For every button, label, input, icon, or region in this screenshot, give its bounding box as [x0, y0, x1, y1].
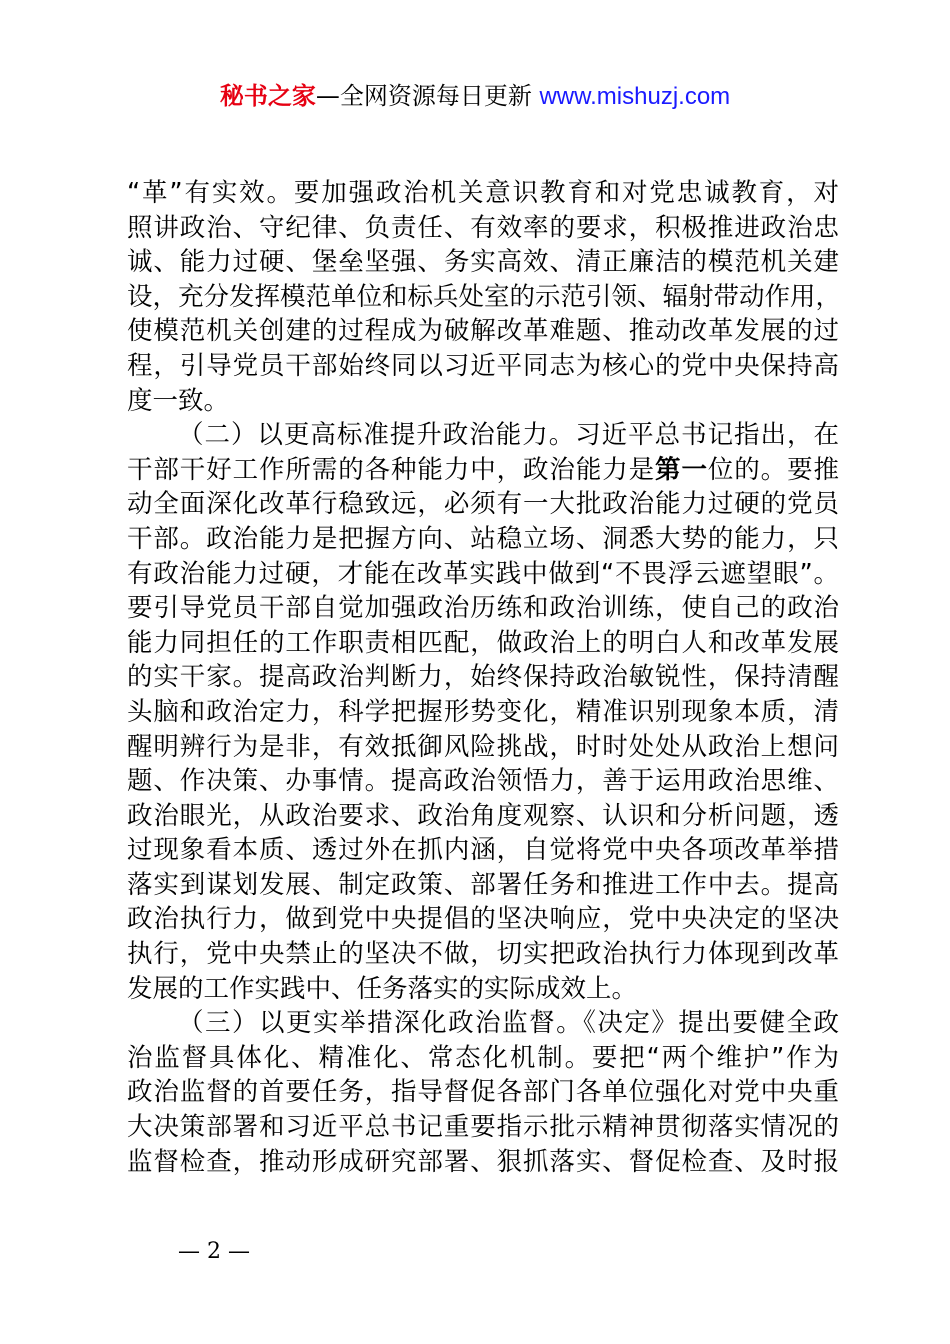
text-line: 醒明辨行为是非，有效抵御风险挑战，时时处处从政治上想问 [127, 731, 839, 762]
text-line: 头脑和政治定力，科学把握形势变化，精准识别现象本质，清 [127, 696, 839, 727]
text-line: 设，充分发挥模范单位和标兵处室的示范引领、辐射带动作用， [127, 281, 842, 312]
text-line: 发展的工作实践中、任务落实的实际成效上。 [127, 973, 638, 1004]
text-line: 有政治能力过硬，才能在改革实践中做到“不畏浮云遮望眼”。 [127, 558, 839, 589]
section-heading-line: （三）以更实举措深化政治监督。《决定》提出要健全政 [178, 1008, 839, 1039]
text-line: 的实干家。提高政治判断力，始终保持政治敏锐性，保持清醒 [127, 662, 839, 693]
text-line: 程，引导党员干部始终同以习近平同志为核心的党中央保持高 [127, 350, 839, 381]
text-line: 政治执行力，做到党中央提倡的坚决响应，党中央决定的坚决 [127, 904, 839, 935]
page-number: — 2 — [178, 1239, 250, 1264]
text-segment: 干部干好工作所需的各种能力中，政治能力是 [127, 454, 656, 485]
text-line: 能力同担任的工作职责相匹配，做政治上的明白人和改革发展 [127, 627, 839, 658]
text-line: 要引导党员干部自觉加强政治历练和政治训练，使自己的政治 [127, 593, 839, 624]
text-line: 治监督具体化、精准化、常态化机制。要把“两个维护”作为 [127, 1042, 839, 1073]
brand-name: 秘书之家 [219, 82, 316, 110]
text-line: 干部。政治能力是把握方向、站稳立场、洞悉大势的能力，只 [127, 523, 839, 554]
text-line: 照讲政治、守纪律、负责任、有效率的要求，积极推进政治忠 [127, 212, 839, 243]
text-line: 政治监督的首要任务，指导督促各部门各单位强化对党中央重 [127, 1077, 839, 1108]
text-line: 过现象看本质、透过外在抓内涵，自觉将党中央各项改革举措 [127, 835, 839, 866]
site-url[interactable]: www.mishuzj.com [539, 83, 731, 110]
site-header [0, 80, 950, 113]
text-line: 使模范机关创建的过程成为破解改革难题、推动改革发展的过 [127, 316, 839, 347]
text-line: 动全面深化改革行稳致远，必须有一大批政治能力过硬的党员 [127, 489, 839, 520]
text-line: 题、作决策、办事情。提高政治领悟力，善于运用政治思维、 [127, 766, 839, 797]
text-line: “革”有实效。要加强政治机关意识教育和对党忠诚教育，对 [127, 178, 839, 208]
section-heading-line: （二）以更高标准提升政治能力。习近平总书记指出，在 [178, 420, 839, 451]
text-line: 诚、能力过硬、堡垒坚强、务实高效、清正廉洁的模范机关建 [127, 247, 839, 278]
document-body [127, 176, 842, 1179]
text-segment: 位的。要推 [707, 454, 839, 485]
text-line: 监督检查，推动形成研究部署、狠抓落实、督促检查、及时报 [127, 1146, 839, 1177]
bold-word: 第一 [655, 454, 708, 485]
text-line: 落实到谋划发展、制定政策、部署任务和推进工作中去。提高 [127, 869, 839, 900]
text-line: 执行，党中央禁止的坚决不做，切实把政治执行力体现到改革 [127, 939, 839, 970]
text-line: 大决策部署和习近平总书记重要指示批示精神贯彻落实情况的 [127, 1112, 839, 1143]
text-line-with-bold [127, 453, 839, 488]
text-line: 度一致。 [127, 385, 230, 416]
header-tagline: —全网资源每日更新 [315, 82, 540, 110]
text-line: 政治眼光，从政治要求、政治角度观察、认识和分析问题，透 [127, 800, 839, 831]
